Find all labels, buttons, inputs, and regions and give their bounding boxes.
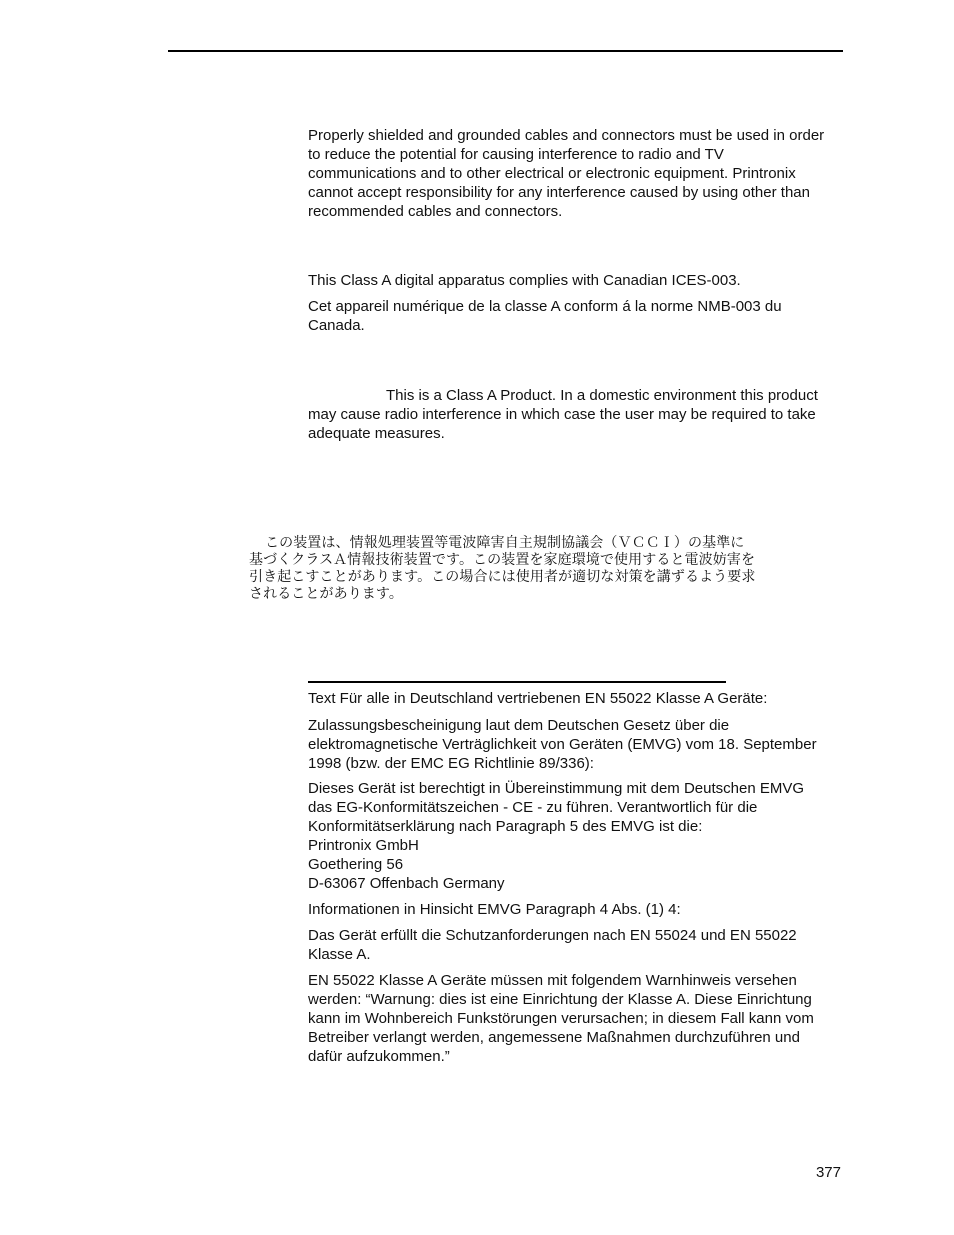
- fcc-line: Properly shielded and grounded cables and connectors must be used in order: [308, 127, 825, 144]
- fcc-line: to reduce the potential for causing interference to radio and TV: [308, 146, 724, 163]
- germany-warning-line: dafür aufzukommen.”: [308, 1048, 450, 1065]
- germany-warning-line: kann im Wohnbereich Funkstörungen verursachen; in diesem Fall kann vom: [308, 1010, 814, 1027]
- germany-protection: [308, 926, 848, 964]
- germany-protection-line: Das Gerät erfüllt die Schutzanforderungen nach EN 55024 und EN 55022: [308, 927, 797, 944]
- korea-line: This is a Class A Product. In a domestic environment this product: [386, 387, 818, 404]
- fcc-line: recommended cables and connectors.: [308, 203, 563, 220]
- korea-line: may cause radio interference in which case the user may be required to take: [308, 406, 816, 423]
- germany-certification: [308, 716, 848, 773]
- germany-authorization-line: Konformitätserklärung nach Paragraph 5 des EMVG ist die:: [308, 818, 703, 835]
- fcc-line: cannot accept responsibility for any interference caused by using other than: [308, 184, 810, 201]
- header-rule: [168, 50, 843, 52]
- germany-warning: [308, 971, 848, 1066]
- fcc-line: communications and to other electrical or electronic equipment. Printronix: [308, 165, 796, 182]
- germany-intro: Text Für alle in Deutschland vertriebenen EN 55022 Klasse A Geräte:: [308, 690, 768, 707]
- germany-warning-line: Betreiber verlangt werden, angemessene Maßnahmen durchzuführen und: [308, 1029, 800, 1046]
- company-city: D-63067 Offenbach Germany: [308, 875, 505, 892]
- company-name: Printronix GmbH: [308, 837, 419, 854]
- company-street: Goethering 56: [308, 856, 404, 873]
- page-number: 377: [815, 1164, 841, 1181]
- germany-protection-line: Klasse A.: [308, 946, 371, 963]
- japan-line: 引き起こすことがあります。この場合には使用者が適切な対策を講ずるよう要求: [249, 569, 756, 585]
- germany-info: Informationen in Hinsicht EMVG Paragraph 4 Abs. (1) 4:: [308, 901, 681, 918]
- japan-vcci-statement: [249, 535, 849, 603]
- japan-line: 基づくクラスＡ情報技術装置です。この装置を家庭環境で使用すると電波妨害を: [249, 552, 756, 568]
- germany-certification-line: elektromagnetische Verträglichkeit von Geräten (EMVG) vom 18. September: [308, 736, 817, 753]
- germany-certification-line: 1998 (bzw. der EMC EG Richtlinie 89/336):: [308, 755, 594, 772]
- germany-warning-line: werden: “Warnung: dies ist eine Einrichtung der Klasse A. Diese Einrichtung: [308, 991, 812, 1008]
- japan-line: されることがあります。: [249, 586, 403, 602]
- germany-certification-line: Zulassungsbescheinigung laut dem Deutschen Gesetz über die: [308, 717, 730, 734]
- canada-english-statement: This Class A digital apparatus complies with Canadian ICES-003.: [308, 272, 741, 289]
- korea-class-a-statement: [308, 386, 848, 443]
- canada-french-line: Canada.: [308, 317, 365, 334]
- japan-line: この装置は、情報処理装置等電波障害自主規制協議会（ＶＣＣＩ）の基準に: [265, 535, 745, 551]
- canada-french-line: Cet appareil numérique de la classe A conform á la norme NMB-003 du: [308, 298, 782, 315]
- germany-authorization-line: Dieses Gerät ist berechtigt in Übereinstimmung mit dem Deutschen EMVG: [308, 780, 805, 797]
- korea-line: adequate measures.: [308, 425, 445, 442]
- germany-authorization: [308, 779, 848, 893]
- germany-section-rule: [308, 681, 726, 683]
- germany-warning-line: EN 55022 Klasse A Geräte müssen mit folgendem Warnhinweis versehen: [308, 972, 797, 989]
- germany-authorization-line: das EG-Konformitätszeichen - CE - zu führen. Verantwortlich für die: [308, 799, 758, 816]
- canada-french-statement: [308, 297, 848, 335]
- fcc-cable-statement: [308, 126, 848, 221]
